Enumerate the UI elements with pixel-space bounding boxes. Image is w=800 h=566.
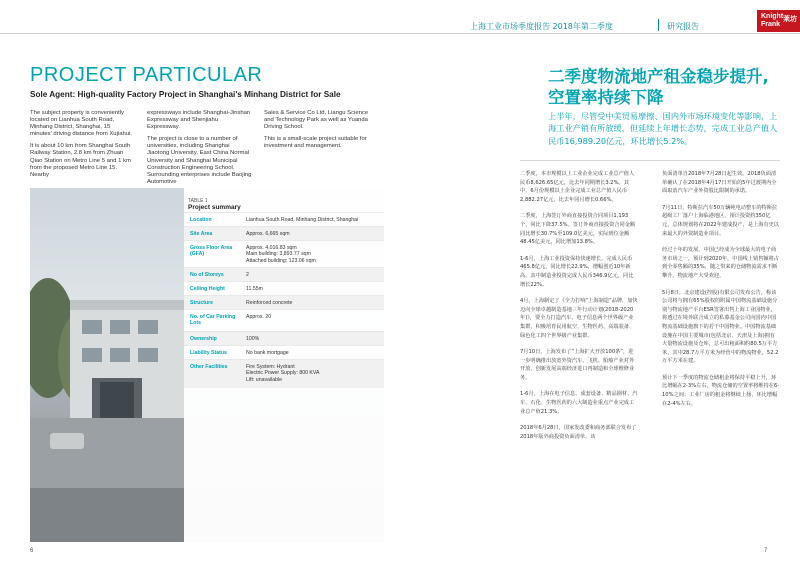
table-row: Location Lianhua South Road, Minhang District, Shanghai (184, 212, 384, 227)
table-row: Site Area Approx. 6,665 sqm (184, 226, 384, 241)
table-title: Project summary (188, 204, 241, 211)
table-row: Ownership 100% (184, 331, 384, 346)
table-row: Ceiling Height 11.55m (184, 281, 384, 296)
cn-page-title: 二季度物流地产租金稳步提升,空置率持续下降 (548, 67, 769, 107)
intro-column-3: Sales & Service Co Ltd, Liangu Science and Technology Park as well as Yuanda Driving School. This is a small-scale project suitable for investment and management. (264, 110, 369, 150)
table-row: Gross Floor Area (GFA) Approx. 4,016.83 sqm Main building: 3,893.77 sqm Attached building: 123.06 sqm (184, 240, 384, 268)
table-caption: TABLE 1 (188, 198, 208, 204)
section-label: 研究报告 (667, 22, 699, 31)
page-subtitle: Sole Agent: High-quality Factory Project in Shanghai's Minhang District for Sale (30, 90, 341, 99)
knight-frank-logo: Knight Frank 莱坊 (757, 10, 800, 32)
table-row: No of Storeys 2 (184, 267, 384, 282)
cn-column-1: 二季度，本市规模以上工业企业完成工业总产值人民币8,626.65亿元，比去年同期增长3.2%。其中，6月份规模以上企业完成工业总产值人民币2,882.27亿元，比去年同月增长0.66%。 二季度，上海签订外商直接投资合同项目1,193个，同比下降37.5%。签订外商直接投资合同金额同比增长30.7%至109.0亿美元，实际到位金额48.45亿美元，同比增加13.8%。 1-6月，上海工业投资保持快速增长，完成人民币465.8亿元，同比增长22.9%，增幅创近10年新高。其中制造业投资完成人民币346.9亿元，同比增长22%。 4月，上海制定了《全力打响“上海制造”品牌，加快迈向全球卓越制造基地三年行动计划(2018-2020年)》，要全力打造汽车、电子信息两个世界级产业集群，积极培育民用航空、生物医药、高端装备、绿色化工四个世界级产业集群。 7月10日，上海发布了“上海扩大开放100条”，进一步明确推出放宽外资汽车、飞机、船舶产业对外开放，创新发展高端经济进口再制造和全球维修业务。 1-6月，上海在电子信息、成套设备、精品钢材、汽车、石化、生物医药的六大制造业重点产业完成工业总产值21.3%。 2018年6月28日，国家发改委和商务部联合发布了2018年版外商投资负面清单，该 (520, 171, 638, 440)
page-number-right: 7 (764, 548, 768, 554)
intro-column-1: The subject property is conveniently located on Lianhua South Road, Minhang District, Shanghai, 15 minutes' driving distance from Xujiahui. It is about 10 km from Shanghai South Railway Station, 2.8 km from Zhuan Qiao Station on Metro Line 5 and 1 km from the proposed Metro Line 15. Nearby (30, 110, 132, 178)
cn-lead-paragraph: 上半年，尽管受中美贸易摩擦、国内外市场环境变化等影响，上海工业产销有所放缓，但延续上年增长态势，完成工业总产值人民币16,989.20亿元，环比增长5.2%。 (548, 111, 778, 146)
table-row: No. of Car Parking Lots Approx. 20 (184, 309, 384, 332)
table-row: Liability Status No bank mortgage (184, 345, 384, 360)
header-separator (658, 19, 659, 31)
cn-column-2: 负面清单自2018年7月28日起生效。2018负面清单确认了在2018年4月17日开始的5年过渡期内全面取消汽车产业外资股比限制的承诺。 7月11日，特斯拉汽车50万辆纯电动整车的特斯拉超级工厂落户上海临港地区，预计投资约350亿元，总体规划将在2022年建成投产，是上海有史以来最大的外资制造业项目。 经过十年的发展，中国已经成为全球最大的电子商务市场之一，预计到2020年，中国线上销售额将占到全零售额的35%，随之带来的仓储物流需求不断攀升，物流地产大受欢迎。 5月8日，北京建设(控股)有限公司发布公告，称该公司将与拥有65%股权的附属中国物流基础设施分别与物流地产平台ESR签署出售上海工业园物业，将透过在境外联合成立的私募基金公司向国内中国物流基础设施旗下的若干中国物业。中国物流基础设施在中国主要城市(包括北京、天津及上海)拥有大量物流设施及仓库，总可出租面积约80.5万平方米，其中28.7万平方米为经营中的物流物业，52.2万平方米在建。 预计下一季度的物流仓储租金将保持平稳上升，环比增幅在2-3%左右，物流仓储的空置率将维持在6-10%之间；工业厂房的租金将继续上扬，环比增幅在2-4%左右。 (662, 171, 780, 407)
page-number-left: 6 (30, 548, 34, 554)
intro-column-2: expressways include Shanghai-Jinshan Expressway and Shenjiahu Expressway. The project is close to a number of universities, including Shanghai Jiaotong University, East China Normal University and Shanghai Municipal Construction Engineering School. Surrounding enterprises include Baojing Automotive (147, 110, 252, 185)
table-row: Other Facilities Fire System: Hydrant Electric Power Supply: 800 KVA Lift: unavailable (184, 359, 384, 388)
header-rule (0, 33, 800, 34)
lead-divider (520, 160, 780, 161)
report-title: 上海工业市场季度报告 2018年第二季度 (470, 22, 613, 31)
table-row: Structure Reinforced concrete (184, 295, 384, 310)
page-title: PROJECT PARTICULAR (30, 64, 263, 86)
